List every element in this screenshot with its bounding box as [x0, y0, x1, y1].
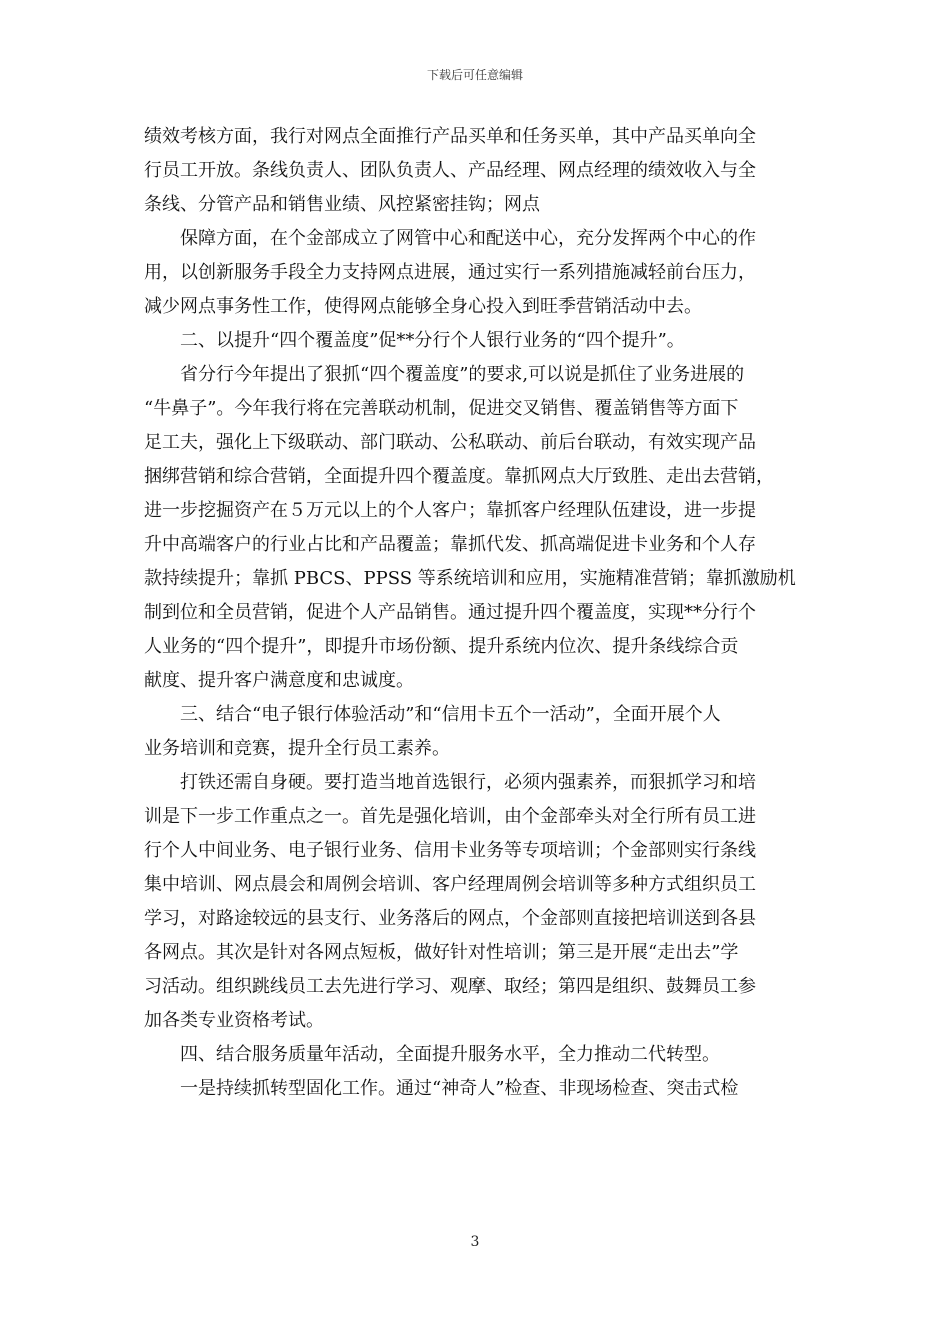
- paragraph-transformation: 一是持续抓转型固化工作。通过“神奇人”检查、非现场检查、突击式检: [180, 1078, 739, 1099]
- document-body: [144, 120, 809, 1106]
- paragraph-training: 打铁还需自身硬。要打造当地首选银行，必须内强素养，而狠抓学习和培 训是下一步工作重点之一。首先是强化培训，由个金部牵头对全行所有员工进 行个人中间业务、电子银行业务、信用卡业务等专项培训；个金部则实行条线 集中培训、网点晨会和周例会培训、客户经理周例会培训等多种方式组织员工 学习，对路途较远的县支行、业务落后的网点，个金部则直接把培训送到各县 各网点。其次是针对各网点短板，做好针对性培训；第三是开展“走出去”学 习活动。组织跳线员工去先进行学习、观摩、取经；第四是组织、鼓舞员工参 加各类专业资格考试。: [144, 772, 756, 1031]
- section-heading-2: 二、以提升“四个覆盖度”促**分行个人银行业务的“四个提升”。: [180, 330, 685, 351]
- section-heading-3: 三、结合“电子银行体验活动”和“信用卡五个一活动”，全面开展个人 业务培训和竞赛，提升全行员工素养。: [144, 704, 721, 759]
- paragraph-coverage: 省分行今年提出了狠抓“四个覆盖度”的要求,可以说是抓住了业务进展的 “牛鼻子”。今年我行将在完善联动机制，促进交叉销售、覆盖销售等方面下 足工夫，强化上下级联动、部门联动、公私联动、前后台联动，有效实现产品 捆绑营销和综合营销，全面提升四个覆盖度。靠抓网点大厅致胜、走出去营销， 进一步挖掘资产在５万元以上的个人客户；靠抓客户经理队伍建设，进一步提 升中高端客户的行业占比和产品覆盖；靠抓代发、抓高端促进卡业务和个人存 款持续提升；靠抓 PBCS、PPSS 等系统培训和应用，实施精准营销；靠抓激励机 制到位和全员营销，促进个人产品销售。通过提升四个覆盖度，实现**分行个 人业务的“四个提升”，即提升市场份额、提升系统内位次、提升条线综合贡 献度、提升客户满意度和忠诚度。: [144, 364, 796, 691]
- paragraph-performance: 绩效考核方面，我行对网点全面推行产品买单和任务买单，其中产品买单向全 行员工开放。条线负责人、团队负责人、产品经理、网点经理的绩效收入与全 条线、分管产品和销售业绩、风控紧密挂钩；网点: [144, 126, 756, 215]
- page-number: 3: [470, 1234, 480, 1250]
- page-header: 下载后可任意编辑: [426, 68, 523, 82]
- section-heading-4: 四、结合服务质量年活动，全面提升服务水平，全力推动二代转型。: [180, 1044, 720, 1065]
- paragraph-support: 保障方面，在个金部成立了网管中心和配送中心，充分发挥两个中心的作 用，以创新服务手段全力支持网点进展，通过实行一系列措施减轻前台压力， 减少网点事务性工作，使得网点能够全身心投入到旺季营销活动中去。: [144, 228, 756, 317]
